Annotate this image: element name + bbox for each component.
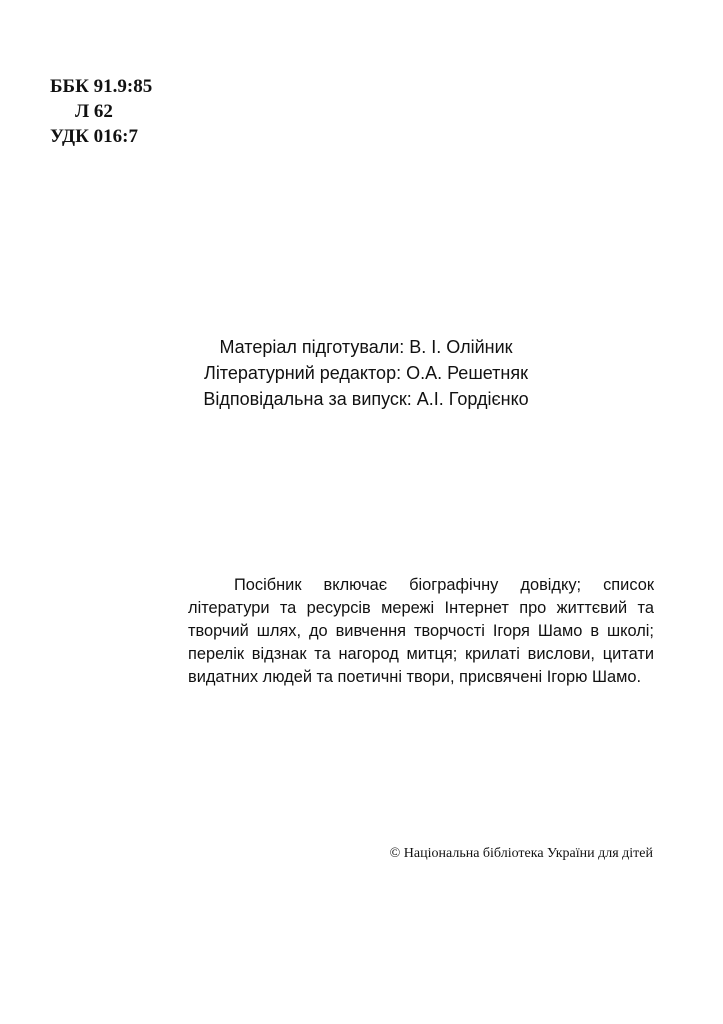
responsible-line: Відповідальна за випуск: А.І. Гордієнко xyxy=(203,389,529,409)
literary-editor-line: Літературний редактор: О.А. Решетняк xyxy=(204,363,528,383)
copyright-notice: © Національна бібліотека України для дітей xyxy=(389,846,653,861)
prepared-by-line: Матеріал підготували: В. І. Олійник xyxy=(219,337,513,357)
author-mark: Л 62 xyxy=(75,101,113,122)
credits-block xyxy=(150,334,582,412)
udk-code: УДК 016:7 xyxy=(50,126,138,147)
bbk-code: ББК 91.9:85 xyxy=(50,76,153,97)
abstract-paragraph: Посібник включає біографічну довідку; список літератури та ресурсів мережі Інтернет про життєвий та творчий шлях, до вивчення творчості Ігоря Шамо в школі; перелік відзнак та нагород митця; крилаті вислови, цитати видатних людей та поетичні твори, присвячені Ігорю Шамо. xyxy=(188,576,654,686)
classification-codes xyxy=(50,74,152,149)
